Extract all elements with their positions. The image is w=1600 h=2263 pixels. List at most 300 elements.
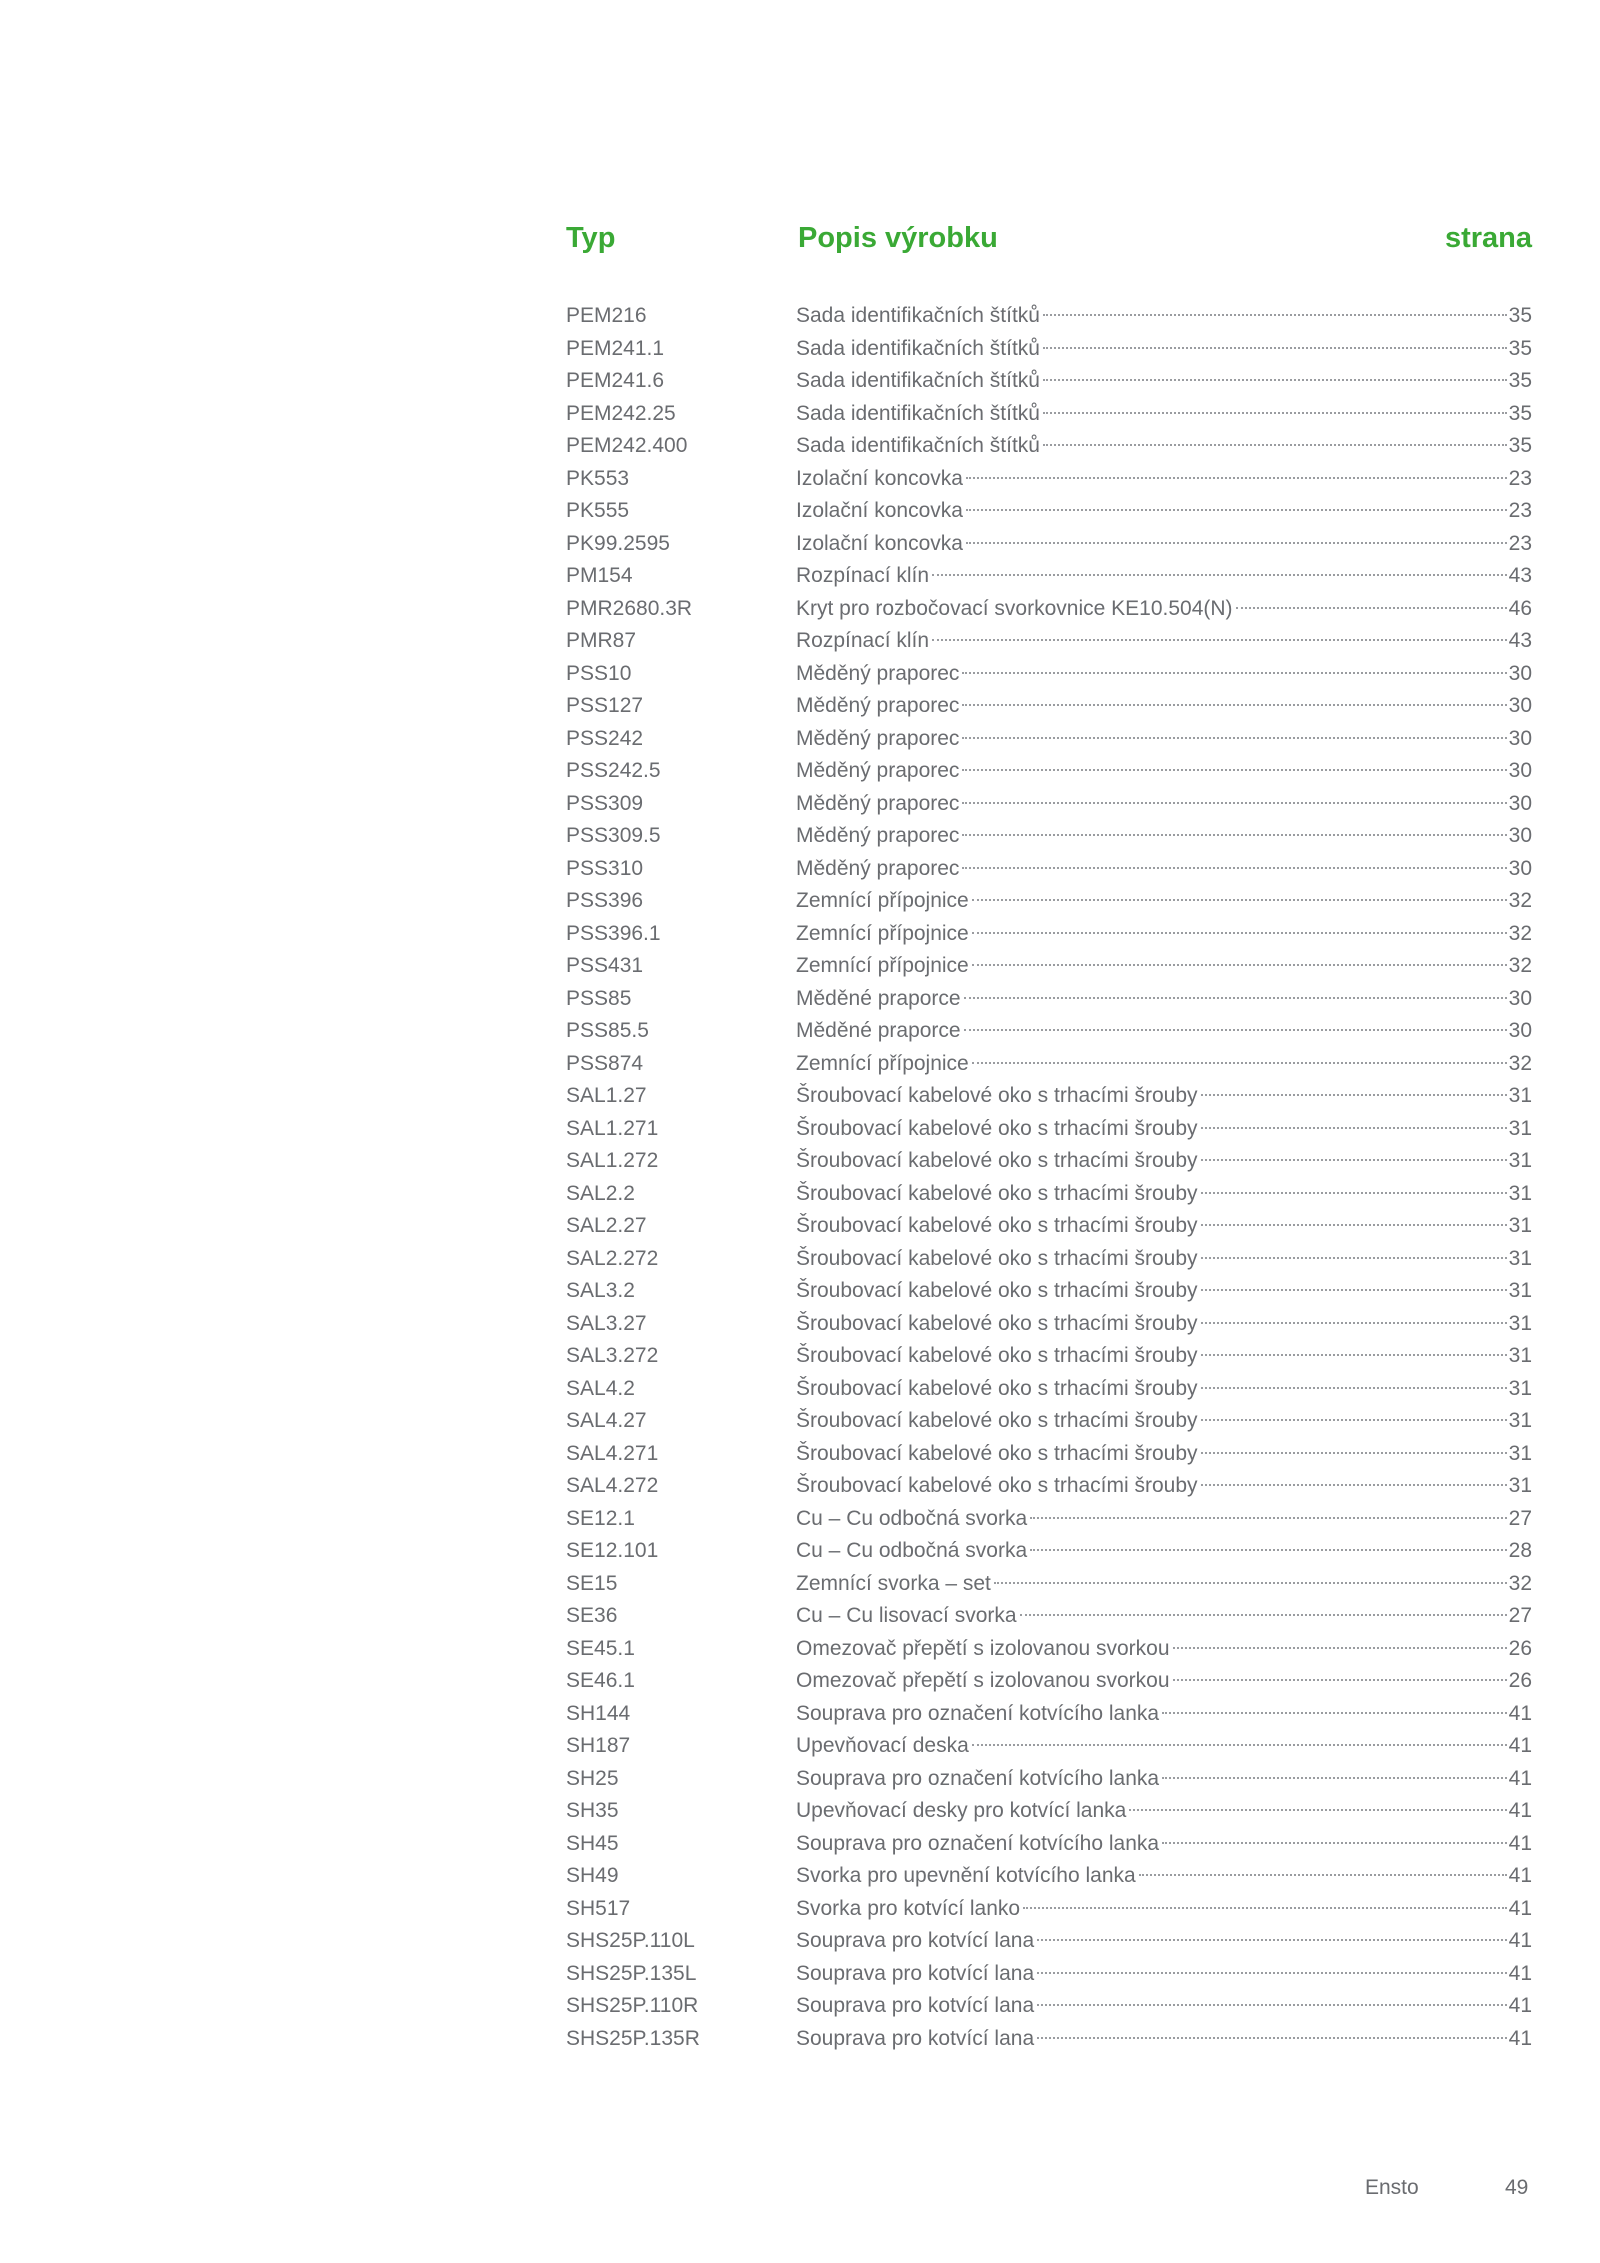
- product-description: Měděné praporce: [796, 986, 961, 1010]
- dot-leader: [1201, 1093, 1507, 1096]
- product-type-code: PK99.2595: [566, 531, 670, 555]
- product-type-code: PMR87: [566, 629, 637, 652]
- index-row: [566, 788, 1532, 821]
- product-description: Omezovač přepětí s izolovanou svorkou: [796, 1636, 1170, 1660]
- column-header-typ: Typ: [566, 222, 616, 254]
- index-row: [566, 723, 1532, 756]
- description-line: [796, 1405, 1532, 1438]
- index-row: [566, 820, 1532, 853]
- dot-leader: [962, 833, 1506, 836]
- description-line: [796, 1015, 1532, 1048]
- product-type-code: SE12.1: [566, 1506, 635, 1530]
- dot-leader: [966, 541, 1507, 544]
- product-type-code: SE46.1: [566, 1669, 635, 1692]
- product-description: Souprava pro kotvící lana: [796, 1961, 1035, 1985]
- product-description: Souprava pro kotvící lana: [796, 1929, 1035, 1952]
- index-row: [566, 1210, 1532, 1243]
- page-reference: 31: [1508, 1149, 1532, 1172]
- product-type-code: SH45: [566, 1831, 619, 1855]
- product-type-code: PSS10: [566, 661, 632, 685]
- index-row: [566, 398, 1532, 431]
- page-reference: 41: [1508, 2026, 1532, 2050]
- index-row: [566, 430, 1532, 463]
- index-row: [566, 1568, 1532, 1601]
- product-type-code: SAL3.272: [566, 1344, 659, 1367]
- index-row: [566, 1795, 1532, 1828]
- page-reference: 35: [1508, 369, 1532, 392]
- description-line: [796, 950, 1532, 983]
- page-reference: 31: [1508, 1181, 1532, 1205]
- page-reference: 30: [1508, 791, 1532, 815]
- index-row: [566, 1340, 1532, 1373]
- index-row: [566, 950, 1532, 983]
- product-type-code: SE15: [566, 1571, 618, 1595]
- description-line: [796, 1990, 1532, 2023]
- product-type-code: PEM241.1: [566, 336, 665, 360]
- product-type-code: SE12.101: [566, 1539, 659, 1562]
- dot-leader: [972, 1743, 1507, 1746]
- product-description: Omezovač přepětí s izolovanou svorkou: [796, 1669, 1170, 1692]
- page-reference: 23: [1508, 466, 1532, 490]
- index-row: [566, 1308, 1532, 1341]
- product-description: Měděný praporec: [796, 759, 960, 782]
- product-type-code: SH144: [566, 1701, 631, 1725]
- dot-leader: [1201, 1126, 1507, 1129]
- dot-leader: [994, 1581, 1507, 1584]
- description-line: [796, 853, 1532, 886]
- dot-leader: [1043, 443, 1507, 446]
- product-type-code: PSS127: [566, 694, 644, 717]
- index-row: [566, 333, 1532, 366]
- description-line: [796, 1275, 1532, 1308]
- index-row: [566, 885, 1532, 918]
- product-type-code: PSS310: [566, 856, 644, 880]
- page-reference: 31: [1508, 1116, 1532, 1140]
- product-type-code: PSS85: [566, 986, 632, 1010]
- description-line: [796, 1763, 1532, 1796]
- page-reference: 32: [1508, 954, 1532, 977]
- page-reference: 26: [1508, 1669, 1532, 1692]
- page-reference: 31: [1508, 1084, 1532, 1107]
- description-line: [796, 1828, 1532, 1861]
- dot-leader: [1201, 1451, 1507, 1454]
- product-description: Cu – Cu odbočná svorka: [796, 1539, 1028, 1562]
- page-reference: 31: [1508, 1409, 1532, 1432]
- page-reference: 41: [1508, 1864, 1532, 1887]
- dot-leader: [1037, 2036, 1507, 2039]
- product-description: Souprava pro kotvící lana: [796, 1994, 1035, 2017]
- product-description: Zemnící přípojnice: [796, 889, 969, 912]
- product-type-code: SAL2.27: [566, 1214, 647, 1237]
- index-row: [566, 1503, 1532, 1536]
- product-type-code: PSS242.5: [566, 759, 661, 782]
- description-line: [796, 1438, 1532, 1471]
- dot-leader: [1201, 1321, 1507, 1324]
- dot-leader: [972, 898, 1507, 901]
- product-type-code: SAL2.2: [566, 1181, 635, 1205]
- index-row: [566, 1535, 1532, 1568]
- index-row: [566, 1275, 1532, 1308]
- product-description: Šroubovací kabelové oko s trhacími šrouby: [796, 1084, 1198, 1107]
- dot-leader: [966, 508, 1507, 511]
- dot-leader: [1043, 378, 1507, 381]
- product-description: Šroubovací kabelové oko s trhacími šrouby: [796, 1246, 1198, 1270]
- page-reference: 28: [1508, 1539, 1532, 1562]
- product-type-code: PSS309: [566, 791, 644, 815]
- product-description: Sada identifikačních štítků: [796, 369, 1040, 392]
- description-line: [796, 1080, 1532, 1113]
- product-description: Zemnící přípojnice: [796, 921, 969, 945]
- product-type-code: SAL3.27: [566, 1311, 647, 1335]
- product-description: Měděný praporec: [796, 694, 960, 717]
- description-line: [796, 658, 1532, 691]
- description-line: [796, 820, 1532, 853]
- product-type-code: PK553: [566, 466, 630, 490]
- page-reference: 31: [1508, 1279, 1532, 1302]
- index-row: [566, 983, 1532, 1016]
- product-description: Sada identifikačních štítků: [796, 434, 1040, 457]
- dot-leader: [932, 573, 1507, 576]
- product-description: Měděný praporec: [796, 824, 960, 847]
- product-type-code: PSS85.5: [566, 1019, 649, 1042]
- index-row: [566, 495, 1532, 528]
- product-description: Šroubovací kabelové oko s trhacími šrouby: [796, 1214, 1198, 1237]
- page-reference: 41: [1508, 1961, 1532, 1985]
- product-type-code: PM154: [566, 564, 633, 587]
- page-reference: 41: [1508, 1766, 1532, 1790]
- product-description: Izolační koncovka: [796, 531, 963, 555]
- index-header: [566, 222, 1532, 262]
- page-reference: 30: [1508, 694, 1532, 717]
- page-reference: 43: [1508, 629, 1532, 652]
- product-description: Měděný praporec: [796, 661, 960, 685]
- dot-leader: [1201, 1386, 1507, 1389]
- footer-page-number: 49: [1505, 2176, 1529, 2199]
- product-type-code: SHS25P.110L: [566, 1929, 695, 1952]
- index-row: [566, 300, 1532, 333]
- index-row: [566, 2023, 1532, 2056]
- page-reference: 30: [1508, 986, 1532, 1010]
- page-reference: 32: [1508, 921, 1532, 945]
- index-row: [566, 1178, 1532, 1211]
- product-description: Šroubovací kabelové oko s trhacími šrouby: [796, 1474, 1198, 1497]
- description-line: [796, 690, 1532, 723]
- index-row: [566, 463, 1532, 496]
- description-line: [796, 1470, 1532, 1503]
- page-reference: 31: [1508, 1311, 1532, 1335]
- product-description: Šroubovací kabelové oko s trhacími šrouby: [796, 1441, 1198, 1465]
- description-line: [796, 2023, 1532, 2056]
- product-type-code: SAL4.2: [566, 1376, 635, 1400]
- description-line: [796, 593, 1532, 626]
- description-line: [796, 983, 1532, 1016]
- product-description: Šroubovací kabelové oko s trhacími šrouby: [796, 1279, 1198, 1302]
- product-description: Zemnící přípojnice: [796, 954, 969, 977]
- product-description: Šroubovací kabelové oko s trhacími šrouby: [796, 1149, 1198, 1172]
- product-type-code: SAL2.272: [566, 1246, 659, 1270]
- index-row: [566, 1893, 1532, 1926]
- description-line: [796, 1730, 1532, 1763]
- dot-leader: [1043, 411, 1507, 414]
- index-row: [566, 1470, 1532, 1503]
- index-row: [566, 1763, 1532, 1796]
- description-line: [796, 430, 1532, 463]
- dot-leader: [1201, 1483, 1507, 1486]
- dot-leader: [972, 1061, 1507, 1064]
- product-description: Šroubovací kabelové oko s trhacími šrouby: [796, 1181, 1198, 1205]
- product-type-code: SAL4.272: [566, 1474, 659, 1497]
- page-reference: 32: [1508, 1571, 1532, 1595]
- page-reference: 30: [1508, 1019, 1532, 1042]
- product-type-code: PEM241.6: [566, 369, 665, 392]
- description-line: [796, 1373, 1532, 1406]
- product-type-code: SAL1.272: [566, 1149, 659, 1172]
- product-description: Měděné praporce: [796, 1019, 961, 1042]
- product-type-code: SH35: [566, 1799, 619, 1822]
- index-row: [566, 1925, 1532, 1958]
- index-row: [566, 528, 1532, 561]
- product-description: Šroubovací kabelové oko s trhacími šrouby: [796, 1409, 1198, 1432]
- page-reference: 23: [1508, 499, 1532, 522]
- page-reference: 35: [1508, 336, 1532, 360]
- description-line: [796, 918, 1532, 951]
- product-description: Upevňovací desky pro kotvící lanka: [796, 1799, 1127, 1822]
- product-description: Sada identifikačních štítků: [796, 336, 1040, 360]
- dot-leader: [1201, 1418, 1507, 1421]
- dot-leader: [1030, 1548, 1507, 1551]
- product-type-code: PSS396: [566, 889, 644, 912]
- dot-leader: [962, 671, 1506, 674]
- dot-leader: [1236, 606, 1507, 609]
- dot-leader: [1037, 1938, 1507, 1941]
- index-row: [566, 1828, 1532, 1861]
- product-type-code: PEM216: [566, 304, 647, 327]
- description-line: [796, 1113, 1532, 1146]
- description-line: [796, 1048, 1532, 1081]
- description-line: [796, 398, 1532, 431]
- index-row: [566, 690, 1532, 723]
- description-line: [796, 1568, 1532, 1601]
- page-reference: 27: [1508, 1506, 1532, 1530]
- index-row: [566, 625, 1532, 658]
- product-type-code: PEM242.25: [566, 401, 676, 425]
- index-row: [566, 365, 1532, 398]
- column-header-strana: strana: [1444, 222, 1532, 254]
- dot-leader: [1162, 1841, 1507, 1844]
- index-row: [566, 1958, 1532, 1991]
- dot-leader: [1023, 1906, 1507, 1909]
- product-description: Zemnící svorka – set: [796, 1571, 991, 1595]
- product-type-code: SE36: [566, 1604, 618, 1627]
- description-line: [796, 625, 1532, 658]
- dot-leader: [1173, 1678, 1507, 1681]
- page-reference: 41: [1508, 1994, 1532, 2017]
- dot-leader: [972, 931, 1507, 934]
- product-description: Upevňovací deska: [796, 1734, 969, 1757]
- description-line: [796, 1243, 1532, 1276]
- dot-leader: [962, 866, 1506, 869]
- product-description: Měděný praporec: [796, 856, 960, 880]
- page-reference: 35: [1508, 401, 1532, 425]
- dot-leader: [932, 638, 1507, 641]
- index-row: [566, 1048, 1532, 1081]
- product-type-code: SAL3.2: [566, 1279, 635, 1302]
- page-reference: 41: [1508, 1929, 1532, 1952]
- index-row: [566, 1600, 1532, 1633]
- product-type-code: SHS25P.135L: [566, 1961, 697, 1985]
- page-reference: 32: [1508, 889, 1532, 912]
- page-reference: 35: [1508, 304, 1532, 327]
- product-type-code: PSS242: [566, 726, 644, 750]
- page-reference: 30: [1508, 759, 1532, 782]
- product-description: Rozpínací klín: [796, 629, 930, 652]
- page-reference: 27: [1508, 1604, 1532, 1627]
- description-line: [796, 1698, 1532, 1731]
- index-row: [566, 1015, 1532, 1048]
- page-reference: 30: [1508, 824, 1532, 847]
- product-type-code: PSS874: [566, 1051, 644, 1075]
- product-index-list: [566, 300, 1532, 2055]
- product-description: Sada identifikačních štítků: [796, 304, 1040, 327]
- description-line: [796, 1145, 1532, 1178]
- index-row: [566, 1665, 1532, 1698]
- product-type-code: PEM242.400: [566, 434, 688, 457]
- dot-leader: [1139, 1873, 1507, 1876]
- page-reference: 41: [1508, 1896, 1532, 1920]
- index-row: [566, 1243, 1532, 1276]
- description-line: [796, 788, 1532, 821]
- index-row: [566, 1405, 1532, 1438]
- description-line: [796, 1535, 1532, 1568]
- index-row: [566, 593, 1532, 626]
- description-line: [796, 723, 1532, 756]
- page-reference: 43: [1508, 564, 1532, 587]
- index-row: [566, 1860, 1532, 1893]
- page-reference: 31: [1508, 1344, 1532, 1367]
- page-reference: 41: [1508, 1734, 1532, 1757]
- index-row: [566, 1373, 1532, 1406]
- index-row: [566, 853, 1532, 886]
- page-reference: 30: [1508, 856, 1532, 880]
- description-line: [796, 1210, 1532, 1243]
- product-type-code: SAL4.27: [566, 1409, 647, 1432]
- page-reference: 41: [1508, 1799, 1532, 1822]
- dot-leader: [962, 736, 1506, 739]
- index-row: [566, 1633, 1532, 1666]
- dot-leader: [1201, 1191, 1507, 1194]
- page-reference: 46: [1508, 596, 1532, 620]
- dot-leader: [1129, 1808, 1506, 1811]
- index-row: [566, 1990, 1532, 2023]
- description-line: [796, 495, 1532, 528]
- product-description: Rozpínací klín: [796, 564, 930, 587]
- product-description: Souprava pro označení kotvícího lanka: [796, 1766, 1160, 1790]
- product-description: Měděný praporec: [796, 791, 960, 815]
- product-type-code: PSS431: [566, 954, 644, 977]
- page-reference: 30: [1508, 661, 1532, 685]
- product-type-code: PMR2680.3R: [566, 596, 693, 620]
- product-type-code: PSS309.5: [566, 824, 661, 847]
- dot-leader: [1020, 1613, 1507, 1616]
- description-line: [796, 1893, 1532, 1926]
- description-line: [796, 333, 1532, 366]
- page-reference: 31: [1508, 1246, 1532, 1270]
- description-line: [796, 365, 1532, 398]
- description-line: [796, 1503, 1532, 1536]
- product-description: Souprava pro označení kotvícího lanka: [796, 1831, 1160, 1855]
- dot-leader: [964, 996, 1507, 999]
- index-row: [566, 1438, 1532, 1471]
- page-reference: 31: [1508, 1376, 1532, 1400]
- page-reference: 35: [1508, 434, 1532, 457]
- product-description: Sada identifikačních štítků: [796, 401, 1040, 425]
- description-line: [796, 1795, 1532, 1828]
- product-description: Šroubovací kabelové oko s trhacími šrouby: [796, 1376, 1198, 1400]
- page-reference: 30: [1508, 726, 1532, 750]
- index-row: [566, 1145, 1532, 1178]
- index-row: [566, 918, 1532, 951]
- product-type-code: SH517: [566, 1896, 631, 1920]
- description-line: [796, 885, 1532, 918]
- product-description: Svorka pro upevnění kotvícího lanka: [796, 1864, 1136, 1887]
- page-reference: 31: [1508, 1441, 1532, 1465]
- dot-leader: [1043, 313, 1507, 316]
- index-row: [566, 1113, 1532, 1146]
- description-line: [796, 1860, 1532, 1893]
- description-line: [796, 300, 1532, 333]
- description-line: [796, 1958, 1532, 1991]
- description-line: [796, 1178, 1532, 1211]
- dot-leader: [966, 476, 1507, 479]
- dot-leader: [1162, 1711, 1507, 1714]
- description-line: [796, 1308, 1532, 1341]
- product-description: Zemnící přípojnice: [796, 1051, 969, 1075]
- description-line: [796, 1633, 1532, 1666]
- dot-leader: [962, 768, 1506, 771]
- page-reference: 41: [1508, 1831, 1532, 1855]
- page-reference: 31: [1508, 1474, 1532, 1497]
- dot-leader: [1173, 1646, 1507, 1649]
- product-description: Cu – Cu lisovací svorka: [796, 1604, 1017, 1627]
- product-description: Izolační koncovka: [796, 499, 963, 522]
- product-description: Měděný praporec: [796, 726, 960, 750]
- product-type-code: SH25: [566, 1766, 619, 1790]
- dot-leader: [962, 801, 1506, 804]
- product-type-code: SH49: [566, 1864, 619, 1887]
- column-header-popis: Popis výrobku: [798, 222, 998, 254]
- index-row: [566, 658, 1532, 691]
- page-reference: 31: [1508, 1214, 1532, 1237]
- product-description: Šroubovací kabelové oko s trhacími šrouby: [796, 1311, 1198, 1335]
- index-row: [566, 1698, 1532, 1731]
- dot-leader: [1201, 1256, 1507, 1259]
- description-line: [796, 1925, 1532, 1958]
- product-description: Šroubovací kabelové oko s trhacími šrouby: [796, 1344, 1198, 1367]
- index-row: [566, 560, 1532, 593]
- description-line: [796, 1665, 1532, 1698]
- description-line: [796, 1600, 1532, 1633]
- description-line: [796, 528, 1532, 561]
- dot-leader: [962, 703, 1506, 706]
- product-description: Šroubovací kabelové oko s trhacími šrouby: [796, 1116, 1198, 1140]
- page-reference: 32: [1508, 1051, 1532, 1075]
- product-description: Kryt pro rozbočovací svorkovnice KE10.504(N): [796, 596, 1233, 620]
- dot-leader: [972, 963, 1507, 966]
- product-description: Izolační koncovka: [796, 466, 963, 490]
- dot-leader: [1162, 1776, 1507, 1779]
- dot-leader: [1043, 346, 1507, 349]
- dot-leader: [1201, 1158, 1507, 1161]
